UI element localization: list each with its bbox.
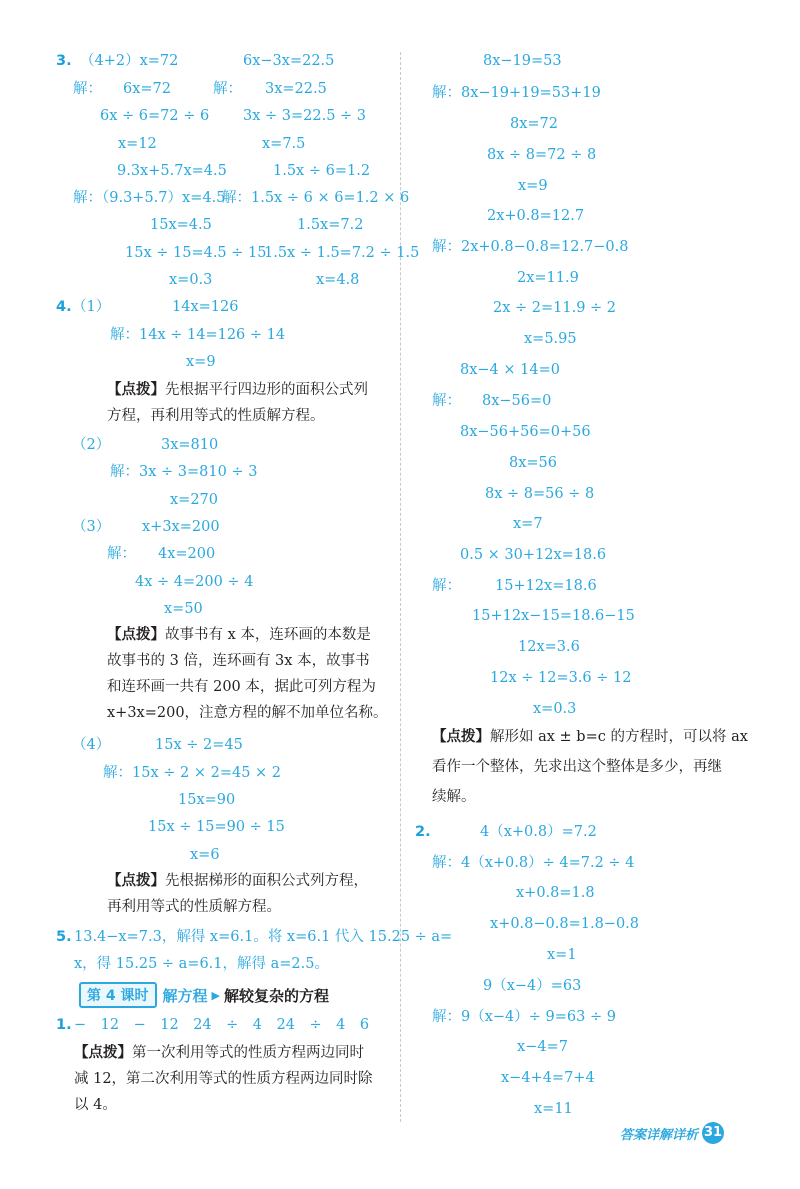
q1-note xyxy=(74,1040,373,1118)
q3-a1-step1: 6x=72 xyxy=(123,81,172,97)
note-line: 第一次利用等式的性质方程两边同时 xyxy=(132,1045,364,1061)
q2-a-step4: x=1 xyxy=(547,947,577,963)
note-line: x+3x=200，注意方程的解不加单位名称。 xyxy=(107,705,388,721)
q2-b-equation: 9（x−4）=63 xyxy=(483,978,582,994)
q3-a2-label: 解： xyxy=(213,81,242,97)
note-line: 故事书有 x 本，连环画的本数是 xyxy=(165,627,371,643)
note-line: 再利用等式的性质解方程。 xyxy=(107,899,281,915)
q4-p4-step1: 解：15x ÷ 2 × 2=45 × 2 xyxy=(103,765,282,781)
q4-p2-step2: x=270 xyxy=(170,492,219,508)
r-e1-step3: 8x ÷ 8=72 ÷ 8 xyxy=(487,147,597,163)
note-line: 看作一个整体，先求出这个整体是多少，再继 xyxy=(432,759,722,775)
note-line: 先根据平行四边形的面积公式列 xyxy=(165,382,368,398)
q3-equation-3: 9.3x+5.7x=4.5 xyxy=(117,163,227,179)
q2-b-step4: x=11 xyxy=(534,1101,573,1117)
note-tag: 【点拨】 xyxy=(107,382,165,398)
r-e4-step5: x=0.3 xyxy=(533,701,577,717)
r-e3-step3: 8x=56 xyxy=(509,455,558,471)
q4-p1-step1: 解：14x ÷ 14=126 ÷ 14 xyxy=(110,327,286,343)
q4-p2-label: （2） xyxy=(72,437,111,453)
q3-a1-step2: 6x ÷ 6=72 ÷ 6 xyxy=(100,108,210,124)
q2-b-step1: 解：9（x−4）÷ 9=63 ÷ 9 xyxy=(432,1009,616,1025)
q3-a3-step3: x=0.3 xyxy=(169,272,213,288)
q4-p4-step3: 15x ÷ 15=90 ÷ 15 xyxy=(148,819,285,835)
q3-a3-step1: 15x=4.5 xyxy=(150,217,212,233)
r-e1-step1: 解：8x−19+19=53+19 xyxy=(432,85,601,101)
page-footer xyxy=(620,1122,724,1144)
q4-p1-label: （1） xyxy=(72,299,111,315)
note-line: 方程，再利用等式的性质解方程。 xyxy=(107,408,325,424)
r-e2-step1: 解：2x+0.8−0.8=12.7−0.8 xyxy=(432,239,629,255)
q2-a-step2: x+0.8=1.8 xyxy=(516,885,595,901)
q3-a3-step2: 15x ÷ 15=4.5 ÷ 15 xyxy=(125,245,267,261)
note-tag: 【点拨】 xyxy=(432,729,490,745)
q3-a4-step2: 1.5x ÷ 1.5=7.2 ÷ 1.5 xyxy=(264,245,420,261)
q2-b-step2: x−4=7 xyxy=(517,1039,568,1055)
q2-a-step3: x+0.8−0.8=1.8−0.8 xyxy=(490,916,640,932)
q4-p1-step2: x=9 xyxy=(186,354,216,370)
q3-equation-4: 1.5x ÷ 6=1.2 xyxy=(273,163,371,179)
r-e3-step1: 8x−56=0 xyxy=(482,393,552,409)
r-e1-step4: x=9 xyxy=(518,178,548,194)
triangle-right-icon: ▶ xyxy=(211,988,220,1002)
r-e1-step2: 8x=72 xyxy=(510,116,559,132)
note-line: 以 4。 xyxy=(74,1097,117,1113)
q4-p3-label-solve: 解： xyxy=(107,546,136,562)
note-line: 解形如 ax ± b=c 的方程时，可以将 ax xyxy=(490,729,748,745)
column-divider xyxy=(400,52,401,1122)
q5-line-2: x，得 15.25 ÷ a=6.1，解得 a=2.5。 xyxy=(74,956,329,972)
note-line: 减 12，第二次利用等式的性质方程两边同时除 xyxy=(74,1071,373,1087)
q1-answers: − 12 − 12 24 ÷ 4 24 ÷ 4 6 xyxy=(74,1017,370,1033)
r-e2-step4: x=5.95 xyxy=(524,331,577,347)
q2-a-equation: 4（x+0.8）=7.2 xyxy=(480,824,597,840)
r-e4-step4: 12x ÷ 12=3.6 ÷ 12 xyxy=(490,670,632,686)
q4-p4-equation: 15x ÷ 2=45 xyxy=(155,737,243,753)
page-number: 31 xyxy=(702,1122,724,1144)
r-e3-step5: x=7 xyxy=(513,516,543,532)
q4-note-3 xyxy=(107,868,368,920)
q4-p3-label: （3） xyxy=(72,519,111,535)
note-line: 续解。 xyxy=(432,789,476,805)
right-note xyxy=(432,724,748,810)
q3-a4-step1: 1.5x=7.2 xyxy=(297,217,364,233)
r-e1-equation: 8x−19=53 xyxy=(483,53,562,69)
q3-a3-step0: 解：（9.3+5.7）x=4.5 xyxy=(73,190,226,206)
note-tag: 【点拨】 xyxy=(74,1045,132,1061)
q3-equation-2: 6x−3x=22.5 xyxy=(243,53,335,69)
q2-b-step3: x−4+4=7+4 xyxy=(501,1070,595,1086)
question-4-number: 4. xyxy=(56,299,72,315)
note-line: 和连环画一共有 200 本，据此可列方程为 xyxy=(107,679,376,695)
q3-a1-step3: x=12 xyxy=(118,136,157,152)
lesson-subtitle: 解较复杂的方程 xyxy=(223,986,329,1005)
r-e4-step1: 15+12x=18.6 xyxy=(495,578,597,594)
q4-p2-equation: 3x=810 xyxy=(161,437,219,453)
r-e4-equation: 0.5 × 30+12x=18.6 xyxy=(460,547,607,563)
note-line: 先根据梯形的面积公式列方程， xyxy=(165,873,368,889)
r-e4-label: 解： xyxy=(432,578,461,594)
r-e2-equation: 2x+0.8=12.7 xyxy=(487,208,585,224)
q4-p3-step3: x=50 xyxy=(164,601,203,617)
q4-p1-equation: 14x=126 xyxy=(172,299,239,315)
r-e2-step2: 2x=11.9 xyxy=(517,270,579,286)
q3-a2-step3: x=7.5 xyxy=(262,136,306,152)
lesson-title: 解方程 xyxy=(162,986,208,1005)
question-2-number: 2. xyxy=(415,824,431,840)
r-e4-step2: 15+12x−15=18.6−15 xyxy=(472,608,635,624)
q2-a-step1: 解：4（x+0.8）÷ 4=7.2 ÷ 4 xyxy=(432,855,635,871)
q4-p3-step1: 4x=200 xyxy=(158,546,216,562)
q4-p3-equation: x+3x=200 xyxy=(142,519,220,535)
q5-line-1: 13.4−x=7.3，解得 x=6.1。将 x=6.1 代入 15.25 ÷ a= xyxy=(74,929,453,945)
q4-note-1 xyxy=(107,377,368,429)
question-1-number: 1. xyxy=(56,1017,72,1033)
q4-p4-label: （4） xyxy=(72,737,111,753)
r-e2-step3: 2x ÷ 2=11.9 ÷ 2 xyxy=(493,300,617,316)
footer-label: 答案详解详析 xyxy=(620,1127,699,1143)
question-5-number: 5. xyxy=(56,929,72,945)
q4-p4-step2: 15x=90 xyxy=(178,792,236,808)
q4-p4-step4: x=6 xyxy=(190,847,220,863)
note-line: 故事书的 3 倍，连环画有 3x 本，故事书 xyxy=(107,653,370,669)
question-3-number: 3. xyxy=(56,53,72,69)
r-e3-step2: 8x−56+56=0+56 xyxy=(460,424,591,440)
q4-p3-step2: 4x ÷ 4=200 ÷ 4 xyxy=(135,574,254,590)
r-e3-label: 解： xyxy=(432,393,461,409)
note-tag: 【点拨】 xyxy=(107,627,165,643)
lesson-heading xyxy=(79,982,329,1008)
r-e3-step4: 8x ÷ 8=56 ÷ 8 xyxy=(485,486,595,502)
q3-a2-step1: 3x=22.5 xyxy=(265,81,327,97)
q4-p2-step1: 解：3x ÷ 3=810 ÷ 3 xyxy=(110,464,258,480)
q3-a4-step0: 解：1.5x ÷ 6 × 6=1.2 × 6 xyxy=(222,190,410,206)
q3-a4-step3: x=4.8 xyxy=(316,272,360,288)
q3-a1-label: 解： xyxy=(73,81,102,97)
note-tag: 【点拨】 xyxy=(107,873,165,889)
q3-a2-step2: 3x ÷ 3=22.5 ÷ 3 xyxy=(243,108,367,124)
r-e3-equation: 8x−4 × 14=0 xyxy=(460,362,560,378)
q3-equation-1: （4+2）x=72 xyxy=(80,53,179,69)
r-e4-step3: 12x=3.6 xyxy=(518,639,580,655)
q4-note-2 xyxy=(107,622,388,726)
lesson-number: 第 4 课时 xyxy=(79,982,157,1008)
